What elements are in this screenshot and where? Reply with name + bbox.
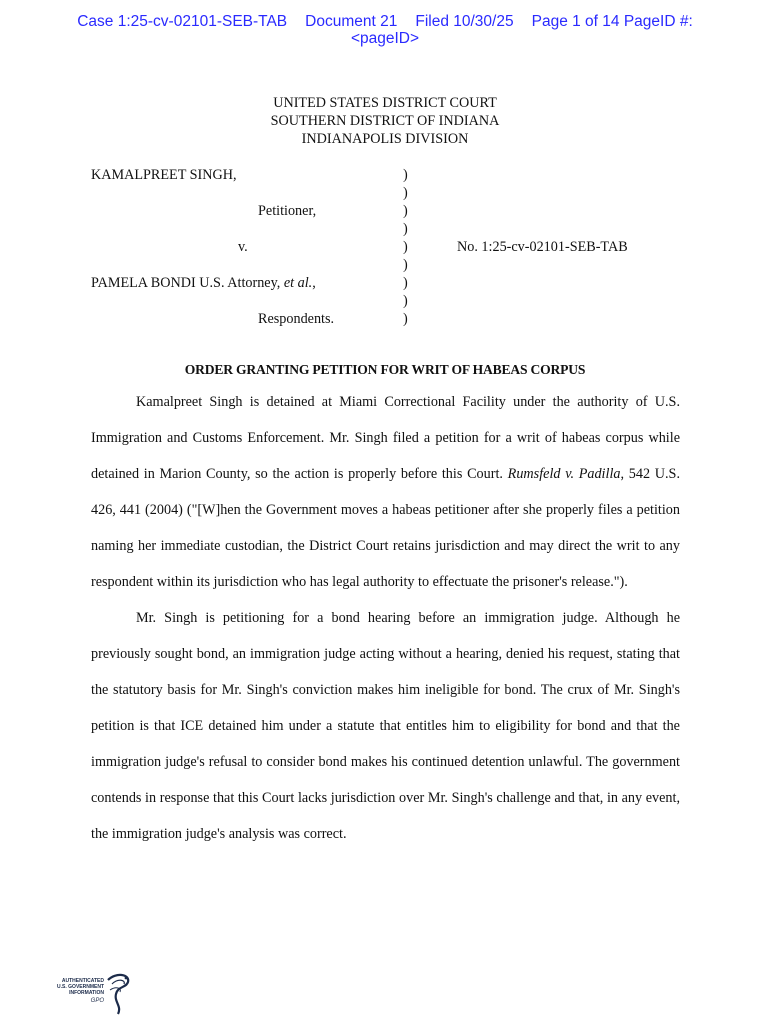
order-body [91, 385, 680, 853]
document-number-stamp: Document 21 [305, 13, 398, 30]
ecf-header-stamp [0, 13, 770, 47]
eagle-icon [104, 972, 132, 1016]
caption-paren: ) [403, 257, 408, 273]
case-citation: Rumsfeld v. Padilla [507, 465, 621, 482]
caption-paren: ) [403, 203, 408, 219]
gpo-authentication-logo [44, 972, 134, 1018]
caption-paren: ) [403, 275, 408, 291]
et-al: et al. [283, 275, 313, 291]
caption-paren: ) [403, 311, 408, 327]
respondent-role: Respondents. [258, 311, 335, 327]
caption-paren: ) [403, 293, 408, 309]
versus: v. [238, 239, 248, 255]
respondent-name: PAMELA BONDI U.S. Attorney, et al., [91, 275, 316, 291]
paragraph-1: Kamalpreet Singh is detained at Miami Correctional Facility under the authority of U.S. Immigration and Customs Enforcement. Mr. Singh filed a petition for a writ of habeas corpus while detained in Marion County, so the action is properly before this Court. Rumsfeld v. Padilla, 542 U.S. 426, 441 (2004) ("[W]hen the Government moves a habeas petitioner after she properly files a petition naming her immediate custodian, the District Court retains jurisdiction and may direct the writ to any respondent within its jurisdiction who has legal authority to effectuate the prisoner's release."). [91, 394, 680, 590]
caption-paren: ) [403, 239, 408, 255]
page-id-stamp: <pageID> [350, 30, 420, 47]
filed-date-stamp: Filed 10/30/25 [415, 13, 514, 30]
court-division: INDIANAPOLIS DIVISION [301, 131, 469, 147]
gpo-mark: GPO [90, 998, 104, 1004]
case-number-stamp: Case 1:25-cv-02101-SEB-TAB [77, 13, 288, 30]
paragraph-2: Mr. Singh is petitioning for a bond hearing before an immigration judge. Although he previously sought bond, an immigration judge acting without a hearing, denied his request, stating that the statutory basis for Mr. Singh's conviction makes him ineligible for bond. The crux of Mr. Singh's petition is that ICE detained him under a statute that entitles him to eligibility for bond and that the immigration judge's refusal to consider bond makes his continued detention unlawful. The government contends in response that this Court lacks jurisdiction over Mr. Singh's challenge and that, in any event, the immigration judge's analysis was correct. [91, 610, 680, 842]
petitioner-name: KAMALPREET SINGH, [91, 167, 237, 183]
order-title: ORDER GRANTING PETITION FOR WRIT OF HABEAS CORPUS [184, 362, 586, 377]
gpo-logo-text: AUTHENTICATED U.S. GOVERNMENT INFORMATION [57, 978, 104, 996]
petitioner-role: Petitioner, [258, 203, 317, 219]
caption-parentheses [403, 166, 408, 328]
court-heading [0, 94, 770, 148]
caption-paren: ) [403, 167, 408, 183]
page-number-stamp: Page 1 of 14 PageID #: [531, 13, 693, 30]
court-district: SOUTHERN DISTRICT OF INDIANA [270, 113, 500, 129]
caption-paren: ) [403, 185, 408, 201]
court-name: UNITED STATES DISTRICT COURT [273, 95, 497, 111]
case-number: No. 1:25-cv-02101-SEB-TAB [457, 239, 628, 255]
caption-paren: ) [403, 221, 408, 237]
